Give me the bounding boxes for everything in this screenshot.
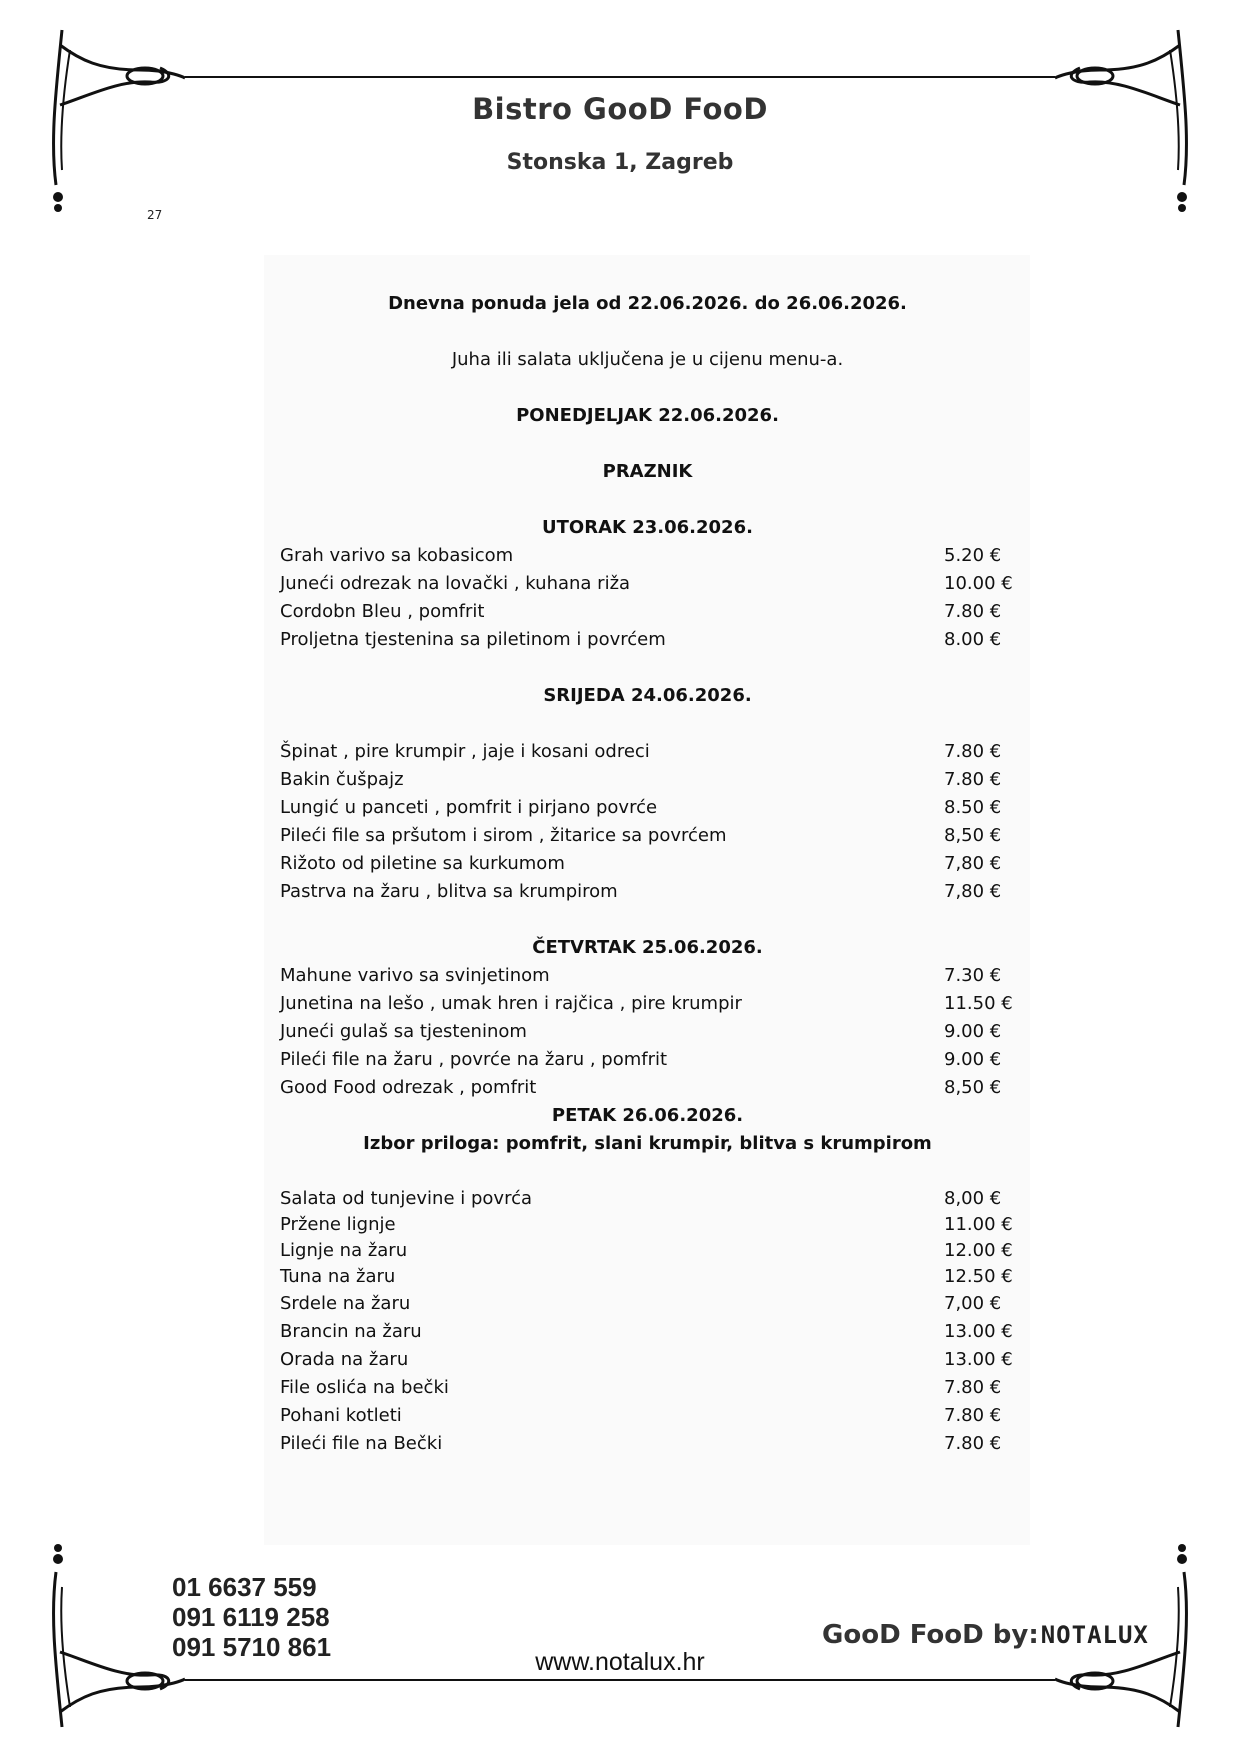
menu-item <box>280 878 1015 906</box>
item-price: 7.30 € <box>944 965 1002 986</box>
item-name: Pastrva na žaru , blitva sa krumpirom <box>280 881 618 902</box>
item-price: 8,50 € <box>944 1077 1002 1098</box>
page-number: 27 <box>147 208 163 222</box>
day-title-friday: PETAK 26.06.2026. <box>551 1105 744 1126</box>
spacer <box>280 1158 1015 1186</box>
item-price: 7.80 € <box>944 1405 1002 1426</box>
item-price: 13.00 € <box>944 1349 1013 1370</box>
notalux-logo: NOTALUX <box>1040 1621 1149 1649</box>
item-price: 9.00 € <box>944 1049 1002 1070</box>
item-price: 7,80 € <box>944 853 1002 874</box>
menu-item <box>280 822 1015 850</box>
spacer <box>280 486 1015 514</box>
day-title-monday: PONEDJELJAK 22.06.2026. <box>516 405 779 426</box>
item-name: Pileći file na žaru , povrće na žaru , pomfrit <box>280 1049 668 1070</box>
menu-note: Juha ili salata uključena je u cijenu menu-a. <box>451 349 844 370</box>
menu-item <box>280 1018 1015 1046</box>
item-price: 7.80 € <box>944 741 1002 762</box>
item-name: Good Food odrezak , pomfrit <box>280 1077 537 1098</box>
day-title-thursday: ČETVRTAK 25.06.2026. <box>532 937 763 958</box>
menu-item <box>280 794 1015 822</box>
phone-number: 091 5710 861 <box>172 1632 332 1662</box>
item-name: Pileći file sa pršutom i sirom , žitarice sa povrćem <box>280 825 727 846</box>
holiday-label: PRAZNIK <box>602 461 693 482</box>
menu-item <box>280 1346 1015 1374</box>
menu-item <box>280 570 1015 598</box>
menu-item <box>280 1212 1015 1238</box>
item-name: Juneći gulaš sa tjesteninom <box>280 1021 527 1042</box>
item-price: 7.80 € <box>944 1377 1002 1398</box>
item-price: 7.80 € <box>944 601 1002 622</box>
day-title-wednesday: SRIJEDA 24.06.2026. <box>543 685 752 706</box>
item-price: 11.00 € <box>944 1214 1013 1235</box>
item-price: 12.00 € <box>944 1240 1013 1261</box>
menu-item <box>280 1074 1015 1102</box>
menu-item <box>280 1238 1015 1264</box>
menu-item <box>280 1186 1015 1212</box>
menu-item <box>280 1264 1015 1290</box>
spacer <box>280 430 1015 458</box>
menu-item <box>280 1046 1015 1074</box>
website-link[interactable]: www.notalux.hr <box>535 1648 705 1676</box>
spacer <box>280 710 1015 738</box>
item-price: 10.00 € <box>944 573 1013 594</box>
menu-item <box>280 1290 1015 1318</box>
menu-item <box>280 850 1015 878</box>
item-name: Tuna na žaru <box>280 1266 396 1287</box>
item-name: Špinat , pire krumpir , jaje i kosani odreci <box>280 741 650 762</box>
menu-item <box>280 542 1015 570</box>
menu-item <box>280 1318 1015 1346</box>
menu-item <box>280 1402 1015 1430</box>
item-name: Lungić u panceti , pomfrit i pirjano povrće <box>280 797 658 818</box>
brand-signature <box>822 1620 1149 1650</box>
item-name: Pohani kotleti <box>280 1405 402 1426</box>
brand-text: GooD FooD by: <box>822 1620 1039 1650</box>
item-name: Salata od tunjevine i povrća <box>280 1188 533 1209</box>
spacer <box>280 374 1015 402</box>
item-name: Lignje na žaru <box>280 1240 408 1261</box>
item-name: Orada na žaru <box>280 1349 409 1370</box>
menu-item <box>280 626 1015 654</box>
day-title-tuesday: UTORAK 23.06.2026. <box>542 517 753 538</box>
spacer <box>280 906 1015 934</box>
item-price: 5.20 € <box>944 545 1002 566</box>
restaurant-title: Bistro GooD FooD <box>472 92 768 126</box>
item-name: Rižoto od piletine sa kurkumom <box>280 853 565 874</box>
item-price: 8,00 € <box>944 1188 1002 1209</box>
item-price: 7,00 € <box>944 1293 1002 1314</box>
item-name: Grah varivo sa kobasicom <box>280 545 514 566</box>
item-name: Mahune varivo sa svinjetinom <box>280 965 550 986</box>
menu-item <box>280 1430 1015 1458</box>
item-price: 7.80 € <box>944 769 1002 790</box>
item-price: 13.00 € <box>944 1321 1013 1342</box>
item-price: 9.00 € <box>944 1021 1002 1042</box>
item-price: 8,50 € <box>944 825 1002 846</box>
item-price: 8.50 € <box>944 797 1002 818</box>
item-name: Bakin čušpajz <box>280 769 404 790</box>
item-price: 7,80 € <box>944 881 1002 902</box>
item-name: Pileći file na Bečki <box>280 1433 443 1454</box>
phone-number: 091 6119 258 <box>172 1602 330 1632</box>
menu-item <box>280 1374 1015 1402</box>
menu-item <box>280 990 1015 1018</box>
menu-item <box>280 598 1015 626</box>
item-name: Pržene lignje <box>280 1214 396 1235</box>
item-name: Proljetna tjestenina sa piletinom i povrćem <box>280 629 666 650</box>
restaurant-address: Stonska 1, Zagreb <box>506 150 734 175</box>
item-price: 12.50 € <box>944 1266 1013 1287</box>
item-price: 8.00 € <box>944 629 1002 650</box>
phone-number: 01 6637 559 <box>172 1572 317 1602</box>
item-price: 11.50 € <box>944 993 1013 1014</box>
menu-heading: Dnevna ponuda jela od 22.06.2026. do 26.06.2026. <box>388 293 907 314</box>
item-name: Cordobn Bleu , pomfrit <box>280 601 485 622</box>
item-name: Srdele na žaru <box>280 1293 411 1314</box>
item-price: 7.80 € <box>944 1433 1002 1454</box>
menu-item <box>280 766 1015 794</box>
spacer <box>280 318 1015 346</box>
item-name: File oslića na bečki <box>280 1377 449 1398</box>
item-name: Juneći odrezak na lovački , kuhana riža <box>280 573 631 594</box>
side-dish-note: Izbor priloga: pomfrit, slani krumpir, blitva s krumpirom <box>363 1133 932 1154</box>
item-name: Brancin na žaru <box>280 1321 422 1342</box>
item-name: Junetina na lešo , umak hren i rajčica , pire krumpir <box>280 993 742 1014</box>
daily-menu <box>280 290 1015 1458</box>
spacer <box>280 654 1015 682</box>
menu-item <box>280 962 1015 990</box>
menu-item <box>280 738 1015 766</box>
